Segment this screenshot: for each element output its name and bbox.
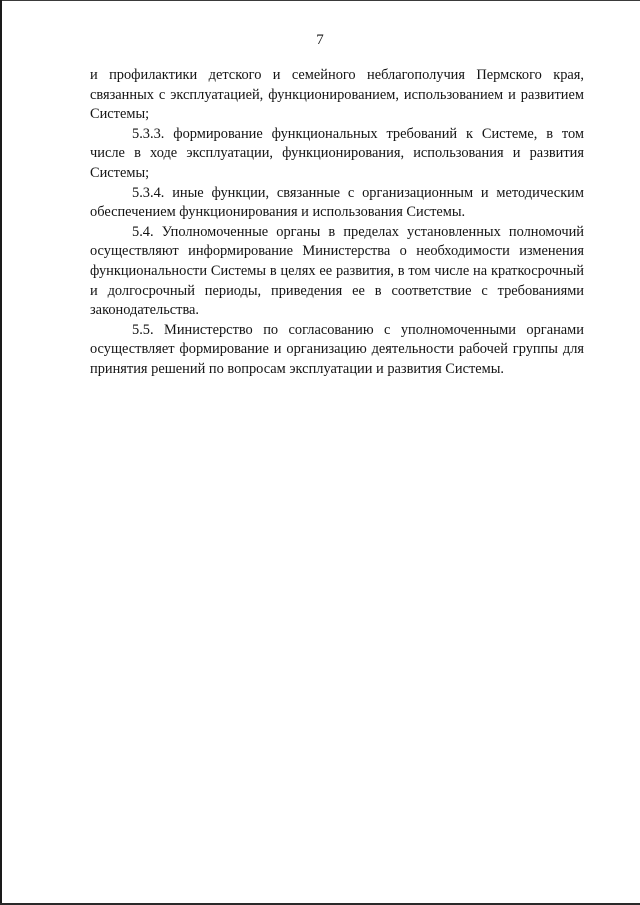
scan-edge-left — [0, 0, 2, 905]
paragraph-5-4: 5.4. Уполномоченные органы в пределах установленных полномочий осуществляют информирование Министерства о необходимости изменения функциональности Системы в целях ее развития, в том числе на краткосрочный и долгосрочный периоды, приведения ее в соответствие с требованиями законодательства. — [90, 223, 584, 319]
paragraph-5-3-4: 5.3.4. иные функции, связанные с организационным и методическим обеспечением функционирования и использования Системы. — [90, 184, 584, 221]
scan-edge-top — [0, 0, 640, 1]
document-body — [90, 66, 584, 380]
paragraph-5-3-3: 5.3.3. формирование функциональных требований к Системе, в том числе в ходе эксплуатации, функционирования, использования и развития Системы; — [90, 125, 584, 181]
paragraph-continuation: и профилактики детского и семейного неблагополучия Пермского края, связанных с эксплуатацией, функционированием, использованием и развитием Системы; — [90, 67, 584, 123]
paragraph-5-5: 5.5. Министерство по согласованию с уполномоченными органами осуществляет формирование и организацию деятельности рабочей группы для принятия решений по вопросам эксплуатации и развития Системы. — [90, 321, 584, 377]
page-number: 7 — [316, 32, 324, 48]
